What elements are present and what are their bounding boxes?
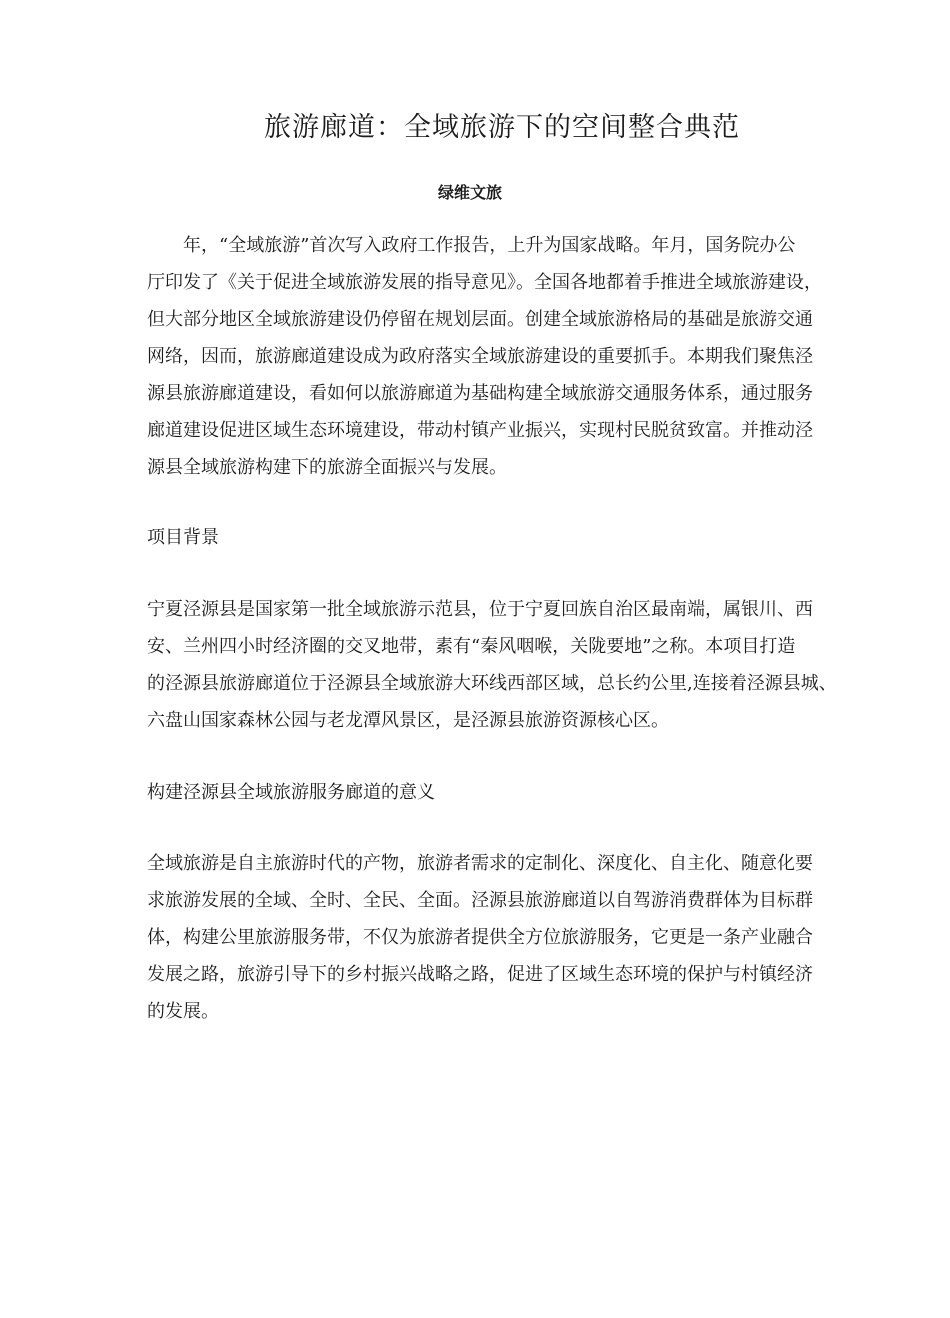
background-paragraph bbox=[147, 591, 877, 739]
intro-paragraph bbox=[147, 227, 877, 486]
background-line: 的泾源县旅游廊道位于泾源县全域旅游大环线西部区域，总长约公里,连接着泾源县城、 bbox=[147, 673, 837, 694]
intro-line: 廊道建设促进区域生态环境建设，带动村镇产业振兴，实现村民脱贫致富。并推动泾 bbox=[147, 420, 813, 441]
significance-line: 体，构建公里旅游服务带，不仅为旅游者提供全方位旅游服务，它更是一条产业融合 bbox=[147, 927, 813, 948]
intro-line: 年，“全域旅游”首次写入政府工作报告，上升为国家战略。年月，国务院办公 bbox=[147, 235, 796, 256]
significance-paragraph bbox=[147, 845, 877, 1030]
intro-line: 源县旅游廊道建设，看如何以旅游廊道为基础构建全域旅游交通服务体系，通过服务 bbox=[147, 383, 813, 404]
background-line: 安、兰州四小时经济圈的交叉地带，素有“秦风咽喉，关陇要地”之称。本项目打造 bbox=[147, 636, 796, 657]
intro-line: 但大部分地区全域旅游建设仍停留在规划层面。创建全域旅游格局的基础是旅游交通 bbox=[147, 309, 813, 330]
significance-line: 求旅游发展的全域、全时、全民、全面。泾源县旅游廊道以自驾游消费群体为目标群 bbox=[147, 890, 813, 911]
significance-line: 发展之路，旅游引导下的乡村振兴战略之路，促进了区域生态环境的保护与村镇经济 bbox=[147, 964, 813, 985]
significance-line: 全域旅游是自主旅游时代的产物，旅游者需求的定制化、深度化、自主化、随意化要 bbox=[147, 853, 813, 874]
intro-line: 厅印发了《关于促进全域旅游发展的指导意见》。全国各地都着手推进全域旅游建设， bbox=[147, 272, 822, 293]
background-line: 宁夏泾源县是国家第一批全域旅游示范县，位于宁夏回族自治区最南端，属银川、西 bbox=[147, 599, 813, 620]
background-line: 六盘山国家森林公园与老龙潭风景区，是泾源县旅游资源核心区。 bbox=[147, 710, 669, 731]
significance-line: 的发展。 bbox=[147, 1001, 219, 1022]
section-heading-background: 项目背景 bbox=[147, 527, 219, 548]
document-author: 绿维文旅 bbox=[437, 183, 502, 202]
section-heading-significance: 构建泾源县全域旅游服务廊道的意义 bbox=[147, 782, 435, 803]
intro-line: 源县全域旅游构建下的旅游全面振兴与发展。 bbox=[147, 457, 507, 478]
intro-line: 网络，因而，旅游廊道建设成为政府落实全域旅游建设的重要抓手。本期我们聚焦泾 bbox=[147, 346, 813, 367]
document-title: 旅游廊道：全域旅游下的空间整合典范 bbox=[264, 112, 740, 143]
